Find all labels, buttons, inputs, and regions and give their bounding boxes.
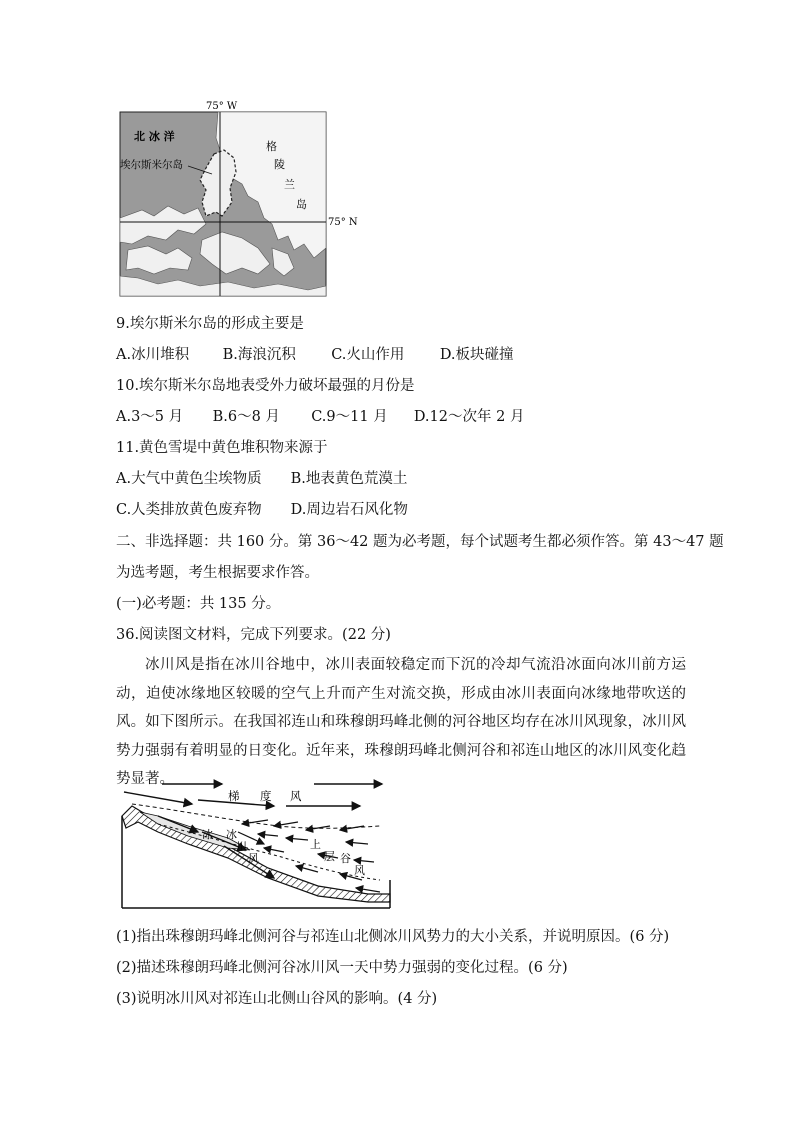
greenland-char-2: 陵 [274, 158, 285, 171]
question-9-stem: 9.埃尔斯米尔岛的形成主要是 [116, 316, 304, 332]
required-questions-heading: (一)必考题：共 135 分。 [116, 596, 281, 612]
question-11-option-b[interactable]: B.地表黄色荒漠土 [290, 471, 408, 487]
section-2-heading-line-2: 为选考题，考生根据要求作答。 [116, 565, 319, 581]
valley-wind-char-2: 风 [354, 864, 365, 877]
question-36-sub-2: (2)描述珠穆朗玛峰北侧河谷冰川风一天中势力强弱的变化过程。(6 分) [116, 960, 568, 976]
question-9-options [116, 343, 514, 364]
question-9-option-c[interactable]: C.火山作用 [331, 347, 405, 363]
gradient-wind-char-1: 梯 [228, 789, 240, 803]
section-2-heading-line-1: 二、非选择题：共 160 分。第 36～42 题为必考题，每个试题考生都必须作答。第 43～47 题 [116, 534, 724, 550]
longitude-label: 75° W [206, 101, 238, 112]
glacier-wind-svg [118, 776, 394, 912]
question-11-option-a[interactable]: A.大气中黄色尘埃物质 [116, 471, 262, 487]
island-label: 埃尔斯米尔岛 [120, 159, 183, 171]
question-11-options-row-2 [116, 498, 408, 519]
ellesmere-map [118, 98, 358, 298]
question-10-stem: 10.埃尔斯米尔岛地表受外力破坏最强的月份是 [116, 378, 415, 394]
glacier-wind-char-1: 冰 [226, 828, 237, 841]
question-11-options-row-1 [116, 467, 407, 488]
question-10-option-c[interactable]: C.9～11 月 [311, 409, 388, 425]
ocean-label: 北 冰 洋 [134, 130, 175, 143]
question-10-option-d[interactable]: D.12～次年 2 月 [413, 409, 525, 425]
glacier-wind-char-2: 川 [236, 840, 247, 853]
upper-layer-char-2: 层 [324, 850, 335, 863]
question-10-options [116, 405, 524, 426]
greenland-char-4: 岛 [296, 198, 307, 211]
latitude-label: 75° N [328, 217, 358, 228]
question-36-sub-1: (1)指出珠穆朗玛峰北侧河谷与祁连山北侧冰川风势力的大小关系，并说明原因。(6 分) [116, 929, 670, 945]
question-36-material: 冰川风是指在冰川谷地中，冰川表面较稳定而下沉的冷却气流沿冰面向冰川前方运动，迫使冰缘地区较暖的空气上升而产生对流交换，形成由冰川表面向冰缘地带吹送的风。如下图所示。在我国祁连山和珠穆朗玛峰北侧的河谷地区均存在冰川风现象，冰川风势力强弱有着明显的日变化。近年来，珠穆朗玛峰北侧河谷和祁连山地区的冰川风变化趋势显著。 [116, 657, 686, 787]
question-9-option-b[interactable]: B.海浪沉积 [222, 347, 296, 363]
question-10-option-b[interactable]: B.6～8 月 [212, 409, 280, 425]
question-11-option-d[interactable]: D.周边岩石风化物 [290, 502, 408, 518]
glacier-ice-label: 冰 [202, 828, 213, 841]
question-9-option-d[interactable]: D.板块碰撞 [439, 347, 514, 363]
gradient-wind-char-2: 度 [260, 789, 272, 803]
question-10-option-a[interactable]: A.3～5 月 [116, 409, 184, 425]
map-figure [118, 98, 358, 298]
glacier-wind-char-3: 风 [248, 852, 259, 865]
glacier-wind-diagram [118, 776, 394, 912]
question-36-sub-3: (3)说明冰川风对祁连山北侧山谷风的影响。(4 分) [116, 991, 438, 1007]
upper-layer-char-1: 上 [310, 838, 321, 851]
gradient-wind-char-3: 风 [290, 789, 302, 803]
question-11-option-c[interactable]: C.人类排放黄色废弃物 [116, 502, 262, 518]
greenland-char-1: 格 [266, 140, 277, 153]
valley-wind-char-1: 谷 [340, 852, 351, 865]
greenland-char-3: 兰 [284, 178, 295, 191]
question-9-option-a[interactable]: A.冰川堆积 [116, 347, 190, 363]
question-36-title: 36.阅读图文材料，完成下列要求。(22 分) [116, 627, 391, 643]
question-11-stem: 11.黄色雪堤中黄色堆积物来源于 [116, 440, 328, 456]
